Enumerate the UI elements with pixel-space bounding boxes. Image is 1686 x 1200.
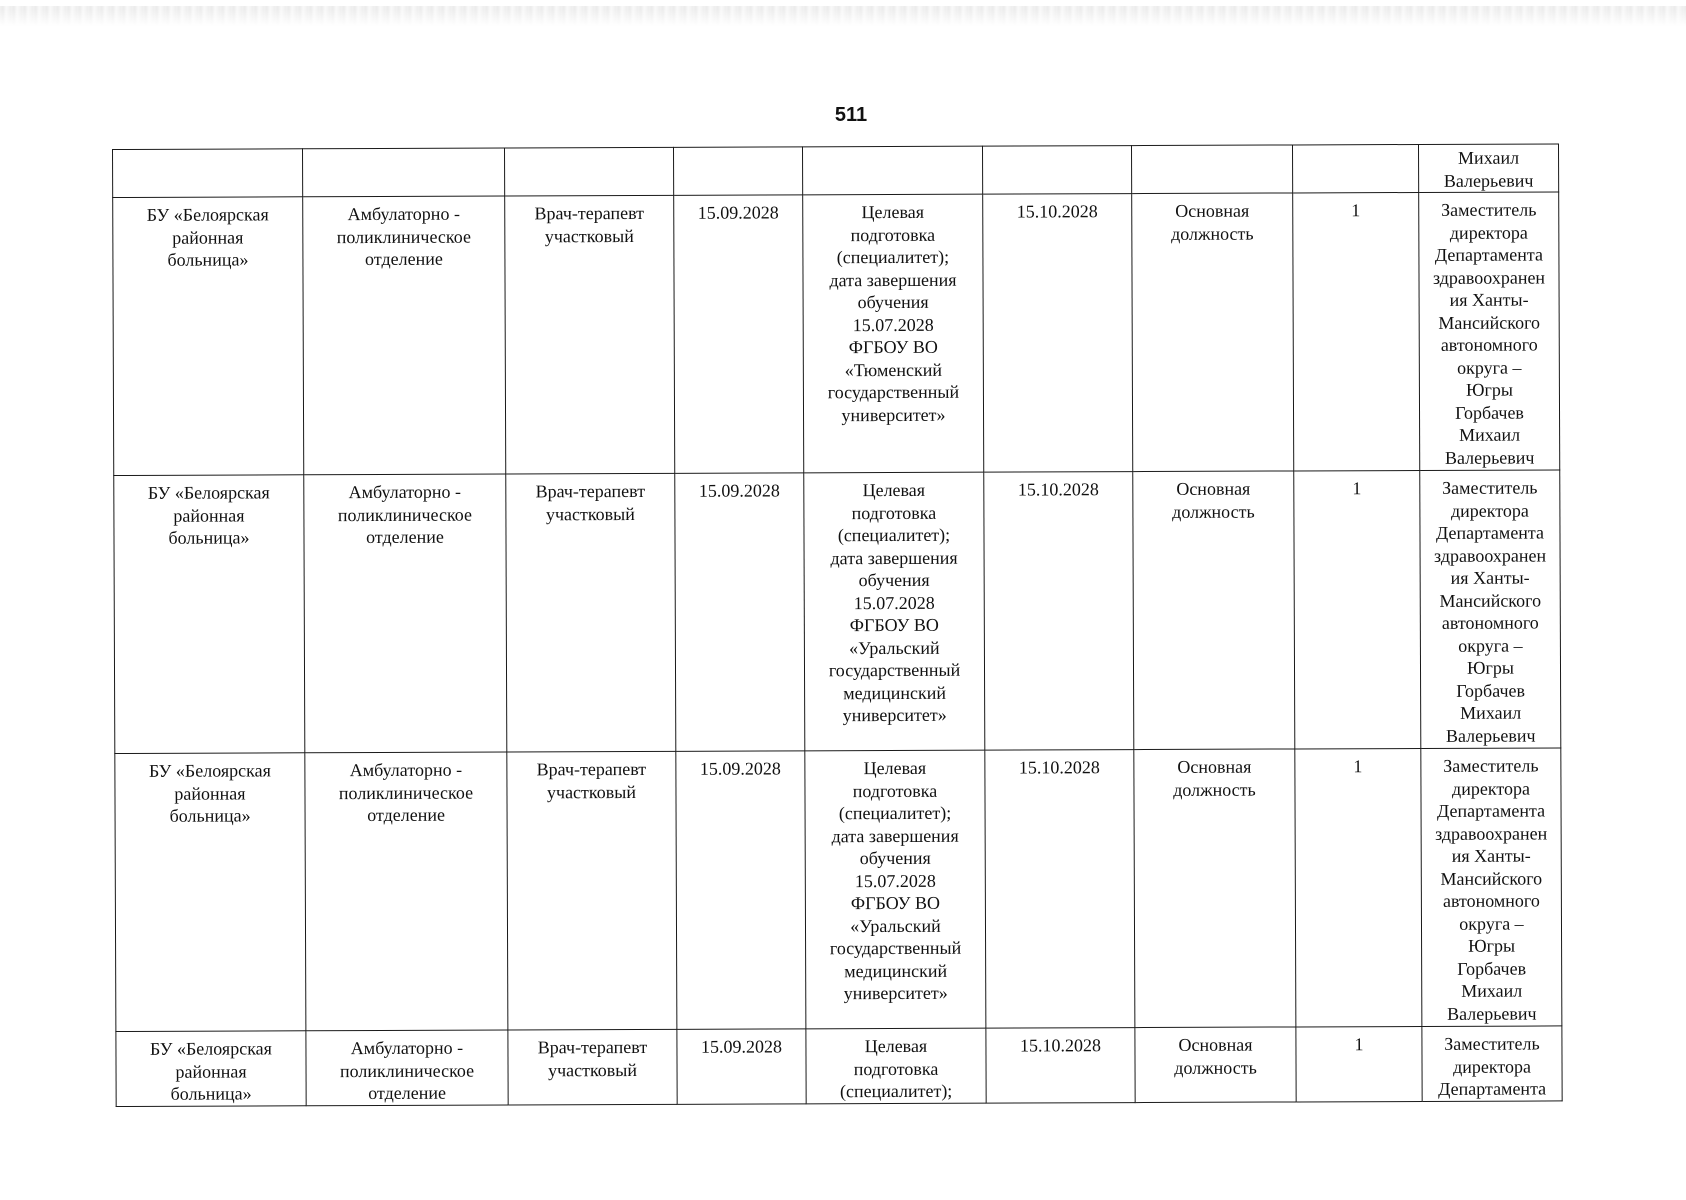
table-cell-position <box>505 195 675 474</box>
table-cell-position <box>506 473 676 752</box>
table-cell-employment <box>1132 193 1294 472</box>
cell-text: 15.10.2028 <box>1019 1035 1101 1056</box>
table-cell-training <box>803 194 984 473</box>
table-cell-quantity <box>1296 1026 1422 1101</box>
table-cell-department <box>306 1030 508 1105</box>
table-cell-position <box>508 1029 677 1104</box>
table-cell-representative <box>1422 1026 1562 1101</box>
cell-text: Заместитель директора Департамента здравоохранен ия Ханты- Мансийского автономного округа – Югры Горбачев Михаил Валерьевич <box>1432 199 1546 468</box>
table-cell-organization <box>115 753 306 1032</box>
cell-text: Амбулаторно - поликлиническое отделение <box>338 759 474 826</box>
table-cell-training <box>805 750 986 1029</box>
cell-text: 15.10.2028 <box>1016 201 1098 222</box>
table-cell-quantity <box>1295 748 1422 1026</box>
table-cell-date-hire <box>983 194 1133 473</box>
cell-text: Целевая подготовка (специалитет); дата завершения обучения 15.07.2028 ФГБОУ ВО «Уральский государственный медицинский университет» <box>828 479 961 726</box>
table-cell-employment <box>1133 471 1295 750</box>
table-cell-date-hire <box>985 750 1135 1029</box>
cell-text: Врач-терапевт участковый <box>534 202 645 246</box>
page-number: 511 <box>834 104 868 126</box>
cell-text: Основная должность <box>1174 1034 1257 1078</box>
table-cell-training <box>806 1028 986 1103</box>
cell-text: 15.10.2028 <box>1018 757 1100 778</box>
cell-text: 15.09.2028 <box>698 480 780 501</box>
table-cell-representative <box>1418 144 1558 193</box>
table-row-truncated <box>116 1026 1562 1106</box>
table-cell-organization <box>116 1031 306 1106</box>
cell-text: БУ «Белоярская районная больница» <box>148 760 271 826</box>
table-cell-employment <box>1135 1027 1296 1102</box>
cell-text: Основная должность <box>1173 756 1256 800</box>
cell-text: Заместитель директора Департамента <box>1438 1033 1547 1099</box>
table-cell-position <box>507 751 677 1030</box>
table-cell-representative <box>1420 470 1561 749</box>
table-row <box>115 748 1562 1032</box>
table-cell-training <box>802 146 982 195</box>
document-table <box>112 143 1563 1106</box>
cell-text: 15.09.2028 <box>699 758 781 779</box>
cell-text: БУ «Белоярская районная больница» <box>149 1038 272 1104</box>
table-cell-representative <box>1419 192 1560 471</box>
cell-text: 15.09.2028 <box>697 202 779 223</box>
cell-text: Врач-терапевт участковый <box>536 758 647 802</box>
cell-text: Заместитель директора Департамента здравоохранен ия Ханты- Мансийского автономного округа – Югры Горбачев Михаил Валерьевич <box>1433 477 1547 746</box>
table-cell-training <box>804 472 985 751</box>
cell-text: Целевая подготовка (специалитет); <box>839 1035 953 1102</box>
table-cell-department <box>304 474 507 753</box>
table-row-continuation <box>113 144 1559 198</box>
cell-text: Целевая подготовка (специалитет); дата завершения обучения 15.07.2028 ФГБОУ ВО «Тюменский государственный университет» <box>827 201 960 425</box>
cell-text: Амбулаторно - поликлиническое отделение <box>336 203 471 270</box>
table-cell-organization <box>114 475 305 754</box>
cell-text: Основная должность <box>1172 478 1255 522</box>
table-cell-organization <box>113 149 303 198</box>
cell-text: Основная должность <box>1171 200 1254 244</box>
table-cell-date-start <box>673 147 802 195</box>
scan-top-edge <box>0 6 1686 26</box>
table-cell-date-start <box>677 1029 806 1104</box>
table-cell-employment <box>1131 145 1292 194</box>
table-cell-quantity <box>1294 470 1421 748</box>
table-cell-quantity <box>1293 192 1420 470</box>
cell-text: 1 <box>1351 200 1361 221</box>
cell-text: 1 <box>1352 478 1362 499</box>
table-cell-date-start <box>676 751 806 1029</box>
cell-text: Амбулаторно - поликлиническое отделение <box>337 481 473 548</box>
cell-text: Амбулаторно - поликлиническое отделение <box>339 1037 475 1104</box>
table-cell-organization <box>113 197 304 476</box>
cell-text: Врач-терапевт участковый <box>535 480 646 524</box>
table-cell-employment <box>1134 749 1296 1028</box>
cell-text: Врач-терапевт участковый <box>537 1036 648 1080</box>
cell-text: 15.09.2028 <box>700 1036 782 1057</box>
table-row <box>114 470 1561 754</box>
table-cell-department <box>303 148 505 197</box>
table-cell-representative <box>1421 748 1562 1027</box>
cell-text: Целевая подготовка (специалитет); дата завершения обучения 15.07.2028 ФГБОУ ВО «Уральский государственный медицинский университет» <box>829 757 962 1004</box>
table-cell-date-start <box>675 473 805 751</box>
table-cell-position <box>504 147 673 196</box>
table-cell-date-hire <box>982 146 1131 195</box>
table-cell-date-hire <box>984 472 1134 751</box>
cell-text: 1 <box>1353 756 1363 777</box>
table-cell-date-hire <box>986 1028 1135 1103</box>
cell-text: 1 <box>1354 1034 1364 1055</box>
table-cell-quantity <box>1292 144 1418 192</box>
table-cell-department <box>303 196 506 475</box>
table-cell-department <box>305 752 508 1031</box>
table-row <box>113 192 1560 476</box>
cell-text: Михаил Валерьевич <box>1443 147 1534 191</box>
cell-text: Заместитель директора Департамента здравоохранен ия Ханты- Мансийского автономного округа – Югры Горбачев Михаил Валерьевич <box>1435 755 1548 1024</box>
cell-text: 15.10.2028 <box>1017 479 1099 500</box>
cell-text: БУ «Белоярская районная больница» <box>147 482 270 548</box>
cell-text: БУ «Белоярская районная больница» <box>146 204 269 270</box>
table-cell-date-start <box>674 195 804 473</box>
